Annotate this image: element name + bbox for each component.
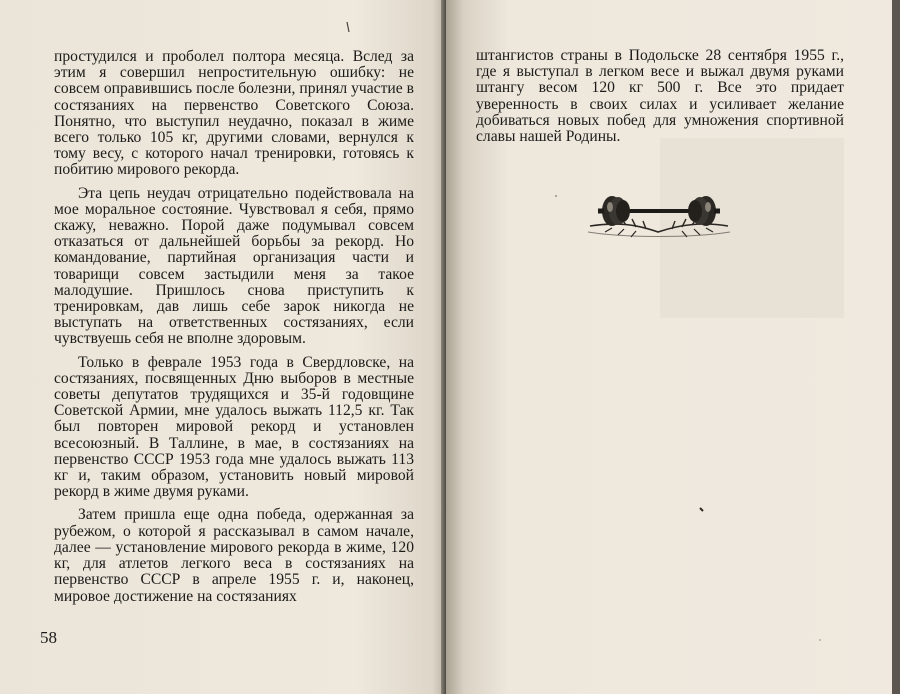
right-paragraph-1: штангистов страны в Подольске 28 сентября 1955 г., где я выступал в легком весе и выжал двумя руками штангу весом 120 кг 500 г. Все это придает уверенность в своих силах и усиливает желание добиваться новых побед для умножения спортивной славы нашей Родины. <box>476 47 844 146</box>
left-page-text <box>54 49 414 605</box>
book-edge <box>892 0 900 694</box>
left-paragraph-4: Затем пришла еще одна победа, одержанная за рубежом, о которой я рассказывал в самом начале, далее — установление мирового рекорда в жиме, 120 кг, для атлетов легкого веса в состязаниях на первенство СССР в апреле 1955 г. и, наконец, мировое достижение на состязаниях <box>54 506 414 605</box>
left-paragraph-3: Только в феврале 1953 года в Свердловске, на состязаниях, посвященных Дню выборов в местные советы депутатов трудящихся и 35-й годовщине Советской Армии, мне удалось выжать 112,5 кг. Так был повторен мировой рекорд и установлен всесоюзный. В Таллине, в мае, в состязаниях на первенство СССР 1953 года мне удалось выжать 113 кг и, таким образом, установить новый мировой рекорд в жиме двумя руками. <box>54 353 414 501</box>
left-paragraph-1: простудился и проболел полтора месяца. Вслед за этим я совершил непростительную ошибку: не совсем оправившись после болезни, принял участие в состязаниях на первенство Советского Союза. Понятно, что выступил неудачно, показал в жиме всего только 105 кг, другими словами, вернулся к тому весу, с которого начал тренировки, готовясь к побитию мирового рекорда. <box>54 48 414 179</box>
left-page <box>0 0 446 694</box>
barbell-ornament-icon <box>586 182 732 242</box>
page-number: 58 <box>40 628 57 647</box>
right-page-text <box>476 48 844 145</box>
left-paragraph-2: Эта цепь неудач отрицательно подействовала на мое моральное состояние. Чувствовал я себя, прямо скажу, неважно. Порой даже подумывал совсем отказаться от дальнейшей борьбы за рекорд. Но командование, партийная организация части и товарищи совсем застыдили меня за такое малодушие. Пришлось снова приступить к тренировкам, дав лишь себе зарок никогда не выступать на ответственных состязаниях, если чувствуешь себя не вполне здоровым. <box>54 184 414 348</box>
